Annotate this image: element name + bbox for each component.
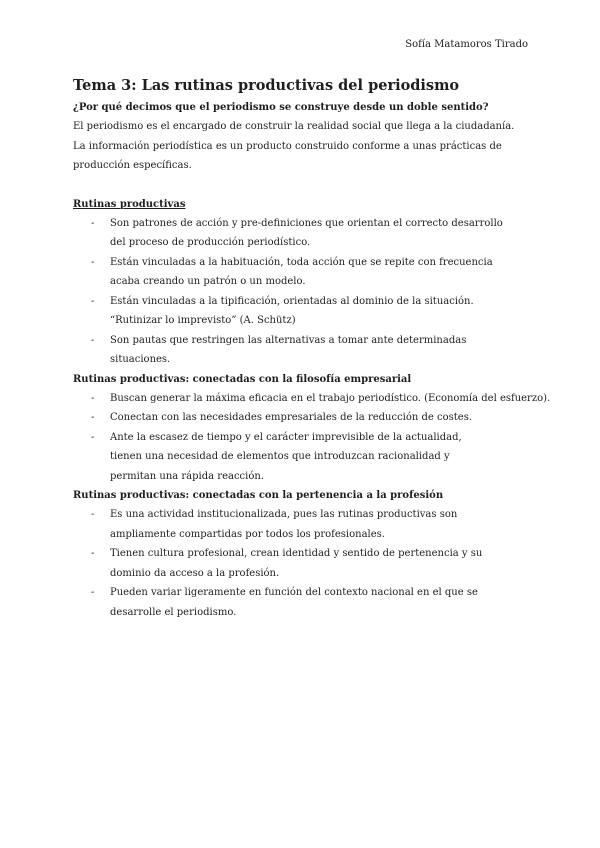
bullet-dash: - — [91, 587, 95, 598]
bullet-dash: - — [91, 431, 95, 443]
list-item-text: Pueden variar ligeramente en función del contexto nacional en el que se desarrolle el periodismo. — [110, 587, 478, 618]
bullet-dash: - — [91, 217, 95, 229]
section-heading-rutinas-productivas: Rutinas productivas — [73, 198, 186, 210]
bullet-dash: - — [91, 548, 95, 559]
list-item — [73, 253, 513, 292]
list-item — [73, 505, 513, 544]
list-item-text: Conectan con las necesidades empresariales de la reducción de costes. — [110, 412, 473, 423]
bullet-list — [73, 389, 551, 487]
document-body — [73, 76, 551, 622]
list-item — [73, 292, 513, 331]
bullet-dash: - — [91, 295, 95, 307]
bullet-list — [73, 214, 513, 370]
list-item — [73, 389, 580, 409]
section-heading-pertenencia-profesion: Rutinas productivas: conectadas con la pertenencia a la profesión — [73, 490, 444, 501]
bullet-dash: - — [91, 392, 95, 404]
list-item — [73, 428, 513, 487]
intro-paragraph-2: La información periodística es un producto construido conforme a unas prácticas de producción específicas. — [73, 140, 502, 171]
bullet-dash: - — [91, 412, 95, 423]
list-item-text: Son patrones de acción y pre-definiciones que orientan el correcto desarrollo del proceso de producción periodístico. — [110, 217, 503, 248]
list-item — [73, 544, 513, 583]
section-heading-filosofia-empresarial: Rutinas productivas: conectadas con la filosofía empresarial — [73, 373, 412, 385]
bullet-dash: - — [91, 334, 95, 346]
list-item-text: Tienen cultura profesional, crean identidad y sentido de pertenencia y su dominio da acceso a la profesión. — [110, 548, 483, 579]
list-item-text: Ante la escasez de tiempo y el carácter imprevisible de la actualidad, tienen una necesidad de elementos que introduzcan racionalidad y permitan una rápida reacción. — [110, 431, 462, 482]
list-item-text: Buscan generar la máxima eficacia en el trabajo periodístico. (Economía del esfuerzo). — [110, 392, 551, 404]
page-title: Tema 3: Las rutinas productivas del periodismo — [73, 77, 460, 94]
bullet-dash: - — [91, 256, 95, 268]
list-item-text: Están vinculadas a la habituación, toda acción que se repite con frecuencia acaba creando un patrón o un modelo. — [110, 256, 493, 287]
intro-paragraph-1: El periodismo es el encargado de construir la realidad social que llega a la ciudadanía. — [73, 121, 515, 132]
bullet-dash: - — [91, 509, 95, 520]
list-item — [73, 583, 513, 622]
list-item — [73, 408, 513, 428]
bullet-list — [73, 505, 513, 622]
list-item-text: Están vinculadas a la tipificación, orientadas al dominio de la situación. “Rutinizar lo imprevisto” (A. Schütz) — [110, 295, 474, 326]
author-name: Sofía Matamoros Tirado — [405, 39, 528, 50]
list-item — [73, 331, 513, 370]
question-heading: ¿Por qué decimos que el periodismo se construye desde un doble sentido? — [73, 102, 489, 113]
list-item — [73, 214, 513, 253]
list-item-text: Son pautas que restringen las alternativas a tomar ante determinadas situaciones. — [110, 334, 467, 365]
list-item-text: Es una actividad institucionalizada, pues las rutinas productivas son ampliamente compartidas por todos los profesionales. — [110, 509, 458, 540]
